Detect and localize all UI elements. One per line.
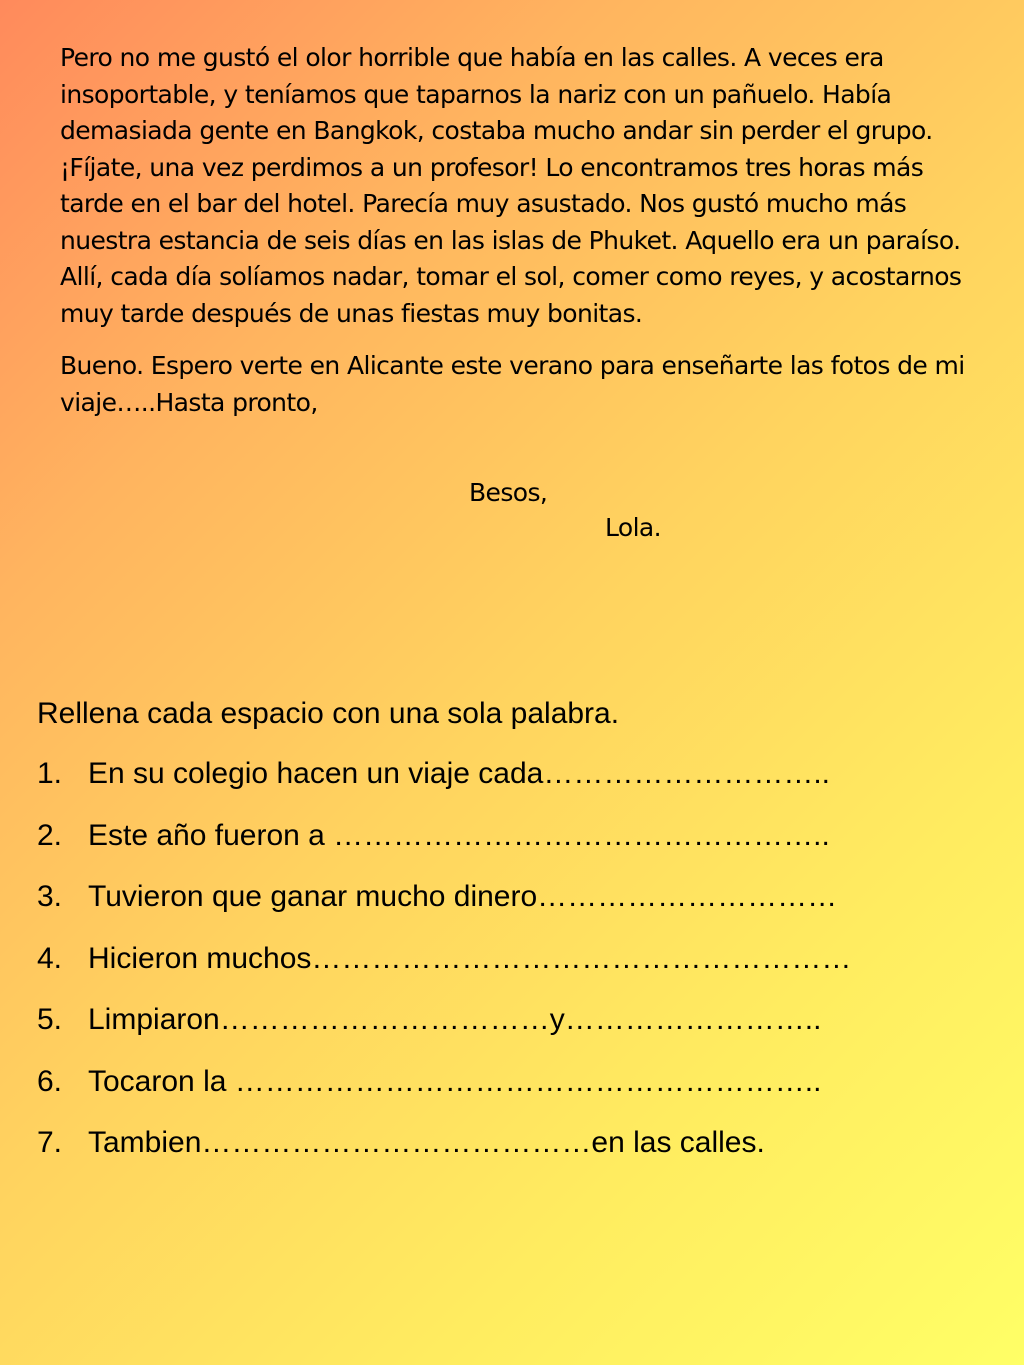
letter-paragraph: Pero no me gustó el olor horrible que había en las calles. A veces era insoportable, y teníamos que taparnos la nariz con un pañuelo. Había demasiada gente en Bangkok, costaba mucho andar sin perder el grupo. ¡Fíjate, una vez perdimos a un profesor! Lo encontramos tres horas más tarde en el bar del hotel. Parecía muy asustado. Nos gustó mucho más nuestra estancia de seis días en las islas de Phuket. Aquello era un paraíso. Allí, cada día solíamos nadar, tomar el sol, comer como reyes, y acostarnos muy tarde después de unas fiestas muy bonitas. bbox=[60, 43, 962, 328]
letter-body bbox=[60, 40, 980, 421]
letter-signature: Lola. bbox=[605, 513, 661, 542]
question-text: Tambien…………………………………en las calles. bbox=[88, 1126, 765, 1159]
question-text: Tocaron la ………………………………………………….. bbox=[88, 1064, 822, 1098]
letter-closing: Besos, bbox=[469, 478, 548, 507]
question-item bbox=[37, 999, 997, 1061]
question-list bbox=[37, 753, 997, 1184]
question-text: Tuvieron que ganar mucho dinero………………………… bbox=[88, 880, 838, 913]
question-number: 5. bbox=[37, 1003, 63, 1036]
question-item bbox=[37, 938, 997, 1000]
letter-paragraph: Bueno. Espero verte en Alicante este verano para enseñarte las fotos de mi viaje…..Hasta pronto, bbox=[60, 351, 965, 417]
question-item bbox=[37, 815, 997, 877]
question-number: 1. bbox=[37, 757, 63, 790]
question-text: En su colegio hacen un viaje cada……………………….. bbox=[88, 757, 830, 790]
exercise-instruction: Rellena cada espacio con una sola palabra. bbox=[37, 697, 620, 730]
question-item bbox=[37, 753, 997, 815]
question-number: 3. bbox=[37, 880, 63, 913]
question-item bbox=[37, 1061, 997, 1123]
question-text: Este año fueron a ………………………………………….. bbox=[88, 818, 830, 852]
question-number: 4. bbox=[37, 941, 63, 975]
question-text: Limpiaron……………………………y…………………….. bbox=[88, 1003, 822, 1036]
question-item bbox=[37, 1122, 997, 1184]
question-number: 2. bbox=[37, 818, 63, 852]
question-item bbox=[37, 876, 997, 938]
exercise-section bbox=[37, 693, 997, 1184]
question-number: 6. bbox=[37, 1064, 63, 1098]
question-number: 7. bbox=[37, 1126, 63, 1159]
question-text: Hicieron muchos……………………………………………… bbox=[88, 941, 852, 975]
